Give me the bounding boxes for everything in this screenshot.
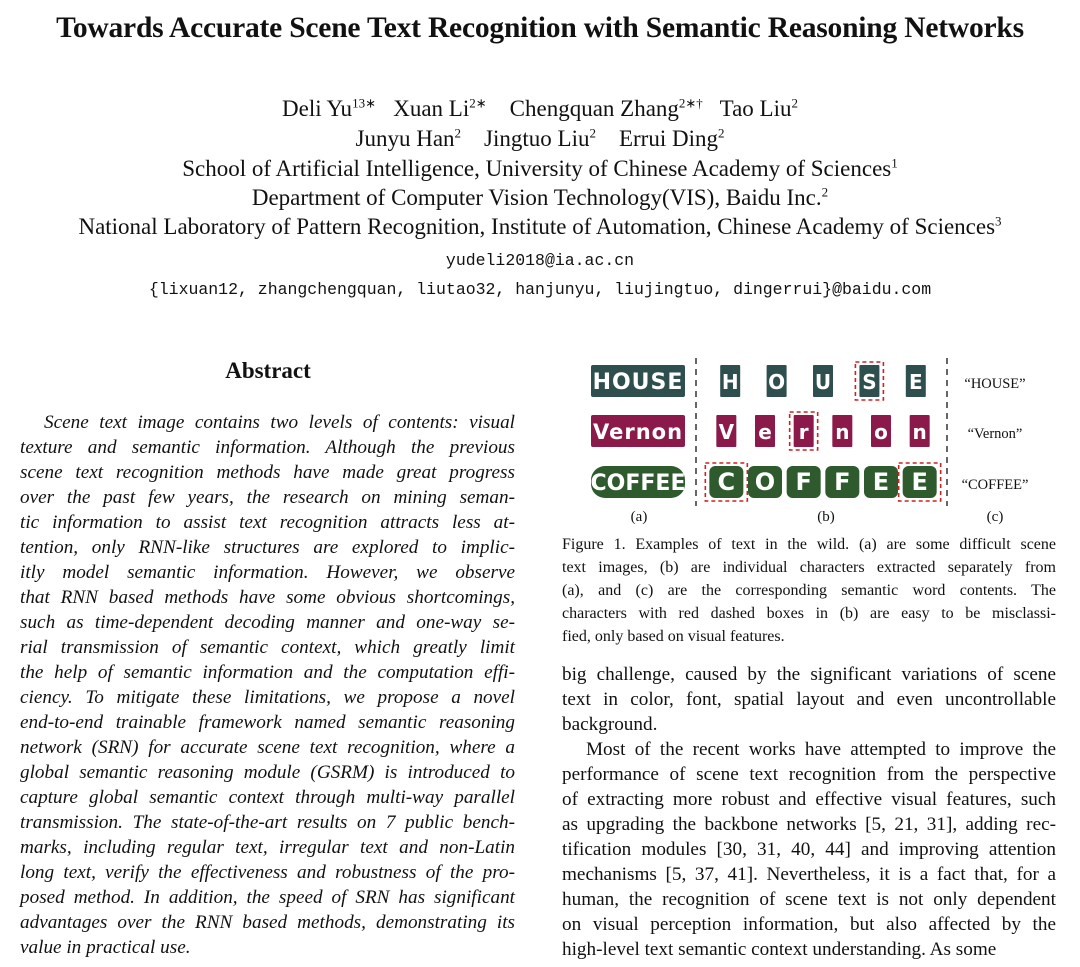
author: Chengquan Zhang$^{2∗\dagger}$ (509, 95, 703, 121)
caption-line: Figure 1. Examples of text in the wild. (a) are some difficult scene (562, 536, 1056, 553)
affiliation: National Laboratory of Pattern Recognition, Institute of Automation, Chinese Academy of Sciences$^3$ (78, 213, 1002, 239)
abstract-line: transmission. The state-of-the-art results on 7 public bench- (20, 812, 515, 833)
body-line: as upgrading the backbone networks [5, 21, 31], adding rec- (562, 814, 1056, 835)
word-image-text: COFFEE (590, 471, 686, 496)
caption-line: text images, (b) are individual characters extracted separately from (562, 559, 1056, 576)
abstract-line: network (SRN) for accurate scene text recognition, where a (20, 737, 515, 758)
abstract-line: rial transmission of semantic context, which greatly limit (20, 637, 515, 658)
abstract-line: advantages over the RNN based methods, demonstrating its (20, 912, 515, 933)
abstract-line: end-to-end trainable framework named semantic reasoning (20, 712, 515, 733)
abstract-line: texture and semantic information. Although the previous (20, 437, 515, 458)
char-text: F (795, 468, 812, 496)
abstract-line: ciency. To mitigate these limitations, we propose a novel (20, 687, 515, 708)
char-text: V (718, 420, 735, 444)
author: Deli $Yu^{13∗}$ (282, 95, 376, 121)
abstract-line: capture global semantic context through multi-way parallel (20, 787, 515, 808)
abstract-line: such as time-dependent decoding manner and one-way se- (20, 612, 515, 633)
author-line-1 (0, 96, 1080, 122)
abstract-heading: Abstract (225, 358, 311, 383)
email[interactable]: yudeli2018@ia.ac.cn (445, 251, 635, 270)
body-line: Most of the recent works have attempted to improve the (586, 739, 1056, 760)
semantic-word: “HOUSE” (964, 376, 1026, 392)
semantic-word: “COFFEE” (961, 477, 1029, 493)
body-line: tification modules [30, 31, 40, 44] and improving attention (562, 839, 1056, 860)
body-line: big challenge, caused by the significant variations of scene (562, 664, 1056, 685)
author: Jingtuo Liu$^2$ (484, 125, 596, 151)
body-line: human, the recognition of scene text is not only dependent (562, 889, 1056, 910)
body-line: of extracting more robust and effective visual features, such (562, 789, 1056, 810)
char-text: E (911, 468, 928, 496)
subfigure-label: (c) (986, 509, 1004, 525)
abstract-line: global semantic reasoning module (GSRM) is introduced to (20, 762, 515, 783)
abstract-body (20, 410, 515, 960)
abstract-line: that RNN based methods have some obvious shortcomings, (20, 587, 515, 608)
abstract-line: the help of semantic information and the computation effi- (20, 662, 515, 683)
char-text: U (814, 370, 832, 394)
abstract-line: posed method. In addition, the speed of SRN has significant (20, 887, 515, 908)
char-text: O (768, 370, 786, 394)
body-line: background. (562, 714, 658, 735)
author: Junyu Han$^2$ (355, 125, 462, 151)
affiliation: Department of Computer Vision Technology(VIS), Baidu Inc.$^2$ (251, 184, 829, 210)
abstract-line: long text, verify the effectiveness and robustness of the pro- (20, 862, 515, 883)
figure-caption (562, 533, 1056, 648)
char-text: O (754, 468, 776, 496)
word-image-text: Vernon (592, 420, 684, 444)
char-text: H (721, 370, 739, 394)
abstract-line: Scene text image contains two levels of contents: visual (44, 412, 515, 433)
body-line: text in color, font, spatial layout and even uncontrollable (562, 689, 1056, 710)
semantic-word: “Vernon” (967, 426, 1023, 442)
word-image-text: HOUSE (592, 370, 684, 395)
body-text-right (562, 662, 1056, 962)
author: Errui Ding$^2$ (618, 125, 725, 151)
abstract-line: value in practical use. (20, 937, 191, 958)
body-line: high-level text semantic context understanding. As some (562, 939, 997, 960)
email-list[interactable]: {lixuan12, zhangchengquan, liutao32, hanjunyu, liujingtuo, dingerrui}@baidu.com (148, 280, 932, 299)
abstract-line: tention, only RNN-like structures are explored to implic- (20, 537, 515, 558)
caption-line: characters with red dashed boxes in (b) are easy to be misclassi- (562, 605, 1056, 622)
char-text: S (862, 370, 877, 394)
subfigure-label: (a) (630, 509, 648, 525)
abstract-line: marks, including regular text, irregular text and non-Latin (20, 837, 515, 858)
subfigure-label: (b) (817, 509, 835, 525)
char-text: E (908, 370, 923, 394)
paper-title: Towards Accurate Scene Text Recognition with Semantic Reasoning Networks (56, 12, 1024, 44)
figure-1 (585, 356, 1055, 528)
char-text: C (717, 468, 736, 496)
author: Tao Liu$^2$ (719, 95, 798, 121)
affiliation: School of Artificial Intelligence, University of Chinese Academy of Sciences$^1$ (182, 155, 898, 181)
figure-1-image (585, 356, 1055, 528)
char-text: n (912, 420, 927, 444)
char-text: n (835, 420, 850, 444)
body-line: performance of scene text recognition from the perspective (562, 764, 1056, 785)
char-text: r (798, 420, 809, 444)
abstract-line: tic information to assist text recognition attracts less at- (20, 512, 515, 533)
body-line: mechanisms [5, 37, 41]. Nevertheless, it is a fact that, for a (562, 864, 1056, 885)
caption-line: fied, only based on visual features. (562, 628, 785, 645)
char-text: E (872, 468, 890, 496)
abstract-line: over the past few years, the research on mining seman- (20, 487, 515, 508)
author: Xuan $Li^{2∗}$ (393, 95, 487, 121)
caption-line: (a), and (c) are the corresponding semantic word contents. The (562, 582, 1056, 599)
abstract-line: itly model semantic information. However, we observe (20, 562, 515, 583)
char-text: F (834, 468, 851, 496)
char-text: e (758, 420, 772, 444)
char-text: o (874, 420, 888, 444)
abstract-line: scene text recognition methods have made great progress (20, 462, 515, 483)
author-line-2 (0, 126, 1080, 152)
body-line: on visual perception information, but also affected by the (562, 914, 1056, 935)
